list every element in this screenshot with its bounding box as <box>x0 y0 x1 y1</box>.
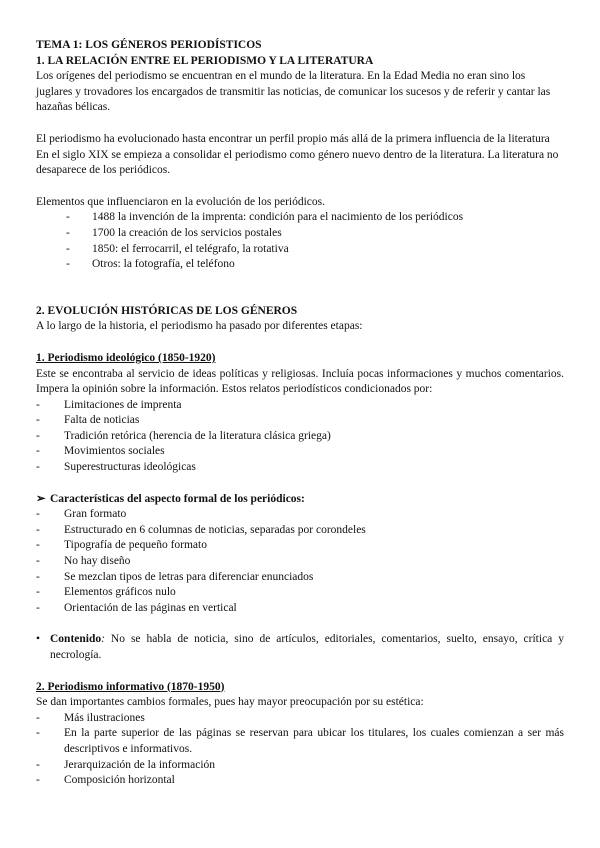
list-item: - Falta de noticias <box>36 413 564 429</box>
stage1-conditions-list <box>36 398 564 476</box>
section1-heading: 1. LA RELACIÓN ENTRE EL PERIODISMO Y LA LITERATURA <box>36 54 374 67</box>
arrow-icon: ➢ <box>36 492 46 505</box>
stage2-text: Se dan importantes cambios formales, pues hay mayor preocupación por su estética: <box>36 696 424 709</box>
list-item: - 1850: el ferrocarril, el telégrafo, la rotativa <box>36 242 564 258</box>
list-item: - 1488 la invención de la imprenta: condición para el nacimiento de los periódicos <box>36 210 564 226</box>
dash-marker: - <box>36 539 40 552</box>
stage1-text: Este se encontraba al servicio de ideas políticas y religiosas. Incluía pocas informaciones y muchos comentarios. Impera la opinión sobre la información. Estos relatos periodísticos condicionados por: <box>36 367 564 396</box>
section1-paragraph-1: Los orígenes del periodismo se encuentran en el mundo de la literatura. En la Edad Media no eran sino los juglares y trovadores los encargados de transmitir las noticias, de comunicar los sucesos y de referir y cantar las hazañas bélicas. <box>36 70 551 114</box>
dash-marker: - <box>36 774 40 787</box>
dash-marker: - <box>36 711 40 724</box>
list-item: - No hay diseño <box>36 554 564 570</box>
stage2-list <box>36 711 564 789</box>
list-item: - Superestructuras ideológicas <box>36 460 564 476</box>
page-title: TEMA 1: LOS GÉNEROS PERIODÍSTICOS <box>36 39 262 51</box>
list-item: - Limitaciones de imprenta <box>36 398 564 414</box>
list-item: - Estructurado en 6 columnas de noticias, separadas por corondeles <box>36 523 564 539</box>
list-item: - Jerarquización de la información <box>36 758 564 774</box>
dash-marker: - <box>36 508 40 521</box>
dash-marker: - <box>36 586 40 599</box>
list-item: - Más ilustraciones <box>36 711 564 727</box>
list-item: - Movimientos sociales <box>36 444 564 460</box>
format-subheading: ➢ Características del aspecto formal de los periódicos: <box>36 492 564 508</box>
dash-marker: - <box>36 758 40 771</box>
dash-marker: - <box>66 226 70 239</box>
content-paragraph: • Contenido: No se habla de noticia, sino de artículos, editoriales, comentarios, suelto, ensayo, crítica y necrología. <box>36 633 564 661</box>
list-item: - 1700 la creación de los servicios postales <box>36 226 564 242</box>
dash-marker: - <box>66 211 70 224</box>
format-list <box>36 507 564 616</box>
section2-heading: 2. EVOLUCIÓN HISTÓRICAS DE LOS GÉNEROS <box>36 304 298 317</box>
list-item: - Orientación de las páginas en vertical <box>36 601 564 617</box>
bullet-icon: • <box>36 633 41 646</box>
dash-marker: - <box>36 555 40 568</box>
list-item: - Otros: la fotografía, el teléfono <box>36 257 564 273</box>
elements-intro: Elementos que influenciaron en la evolución de los periódicos. <box>36 195 326 208</box>
dash-marker: - <box>36 570 40 583</box>
dash-marker: - <box>36 461 40 474</box>
list-item: - Gran formato <box>36 507 564 523</box>
dash-marker: - <box>36 429 40 442</box>
dash-marker: - <box>36 398 40 411</box>
dash-marker: - <box>66 242 70 255</box>
list-item: - Elementos gráficos nulo <box>36 585 564 601</box>
list-item: - Tipografía de pequeño formato <box>36 538 564 554</box>
content-label: Contenido <box>50 633 102 646</box>
list-item: - Se mezclan tipos de letras para diferenciar enunciados <box>36 570 564 586</box>
dash-marker: - <box>66 258 70 271</box>
list-item: - Tradición retórica (herencia de la literatura clásica griega) <box>36 429 564 445</box>
section1-paragraph-2: El periodismo ha evolucionado hasta encontrar un perfil propio más allá de la primera influencia de la literatura En el siglo XIX se empieza a consolidar el periodismo como género nuevo dentro de la literatura. La literatura no desaparece de los periódicos. <box>36 132 559 177</box>
section2-intro: A lo largo de la historia, el periodismo ha pasado por diferentes etapas: <box>36 320 363 333</box>
dash-marker: - <box>36 727 40 740</box>
dash-marker: - <box>36 523 40 536</box>
list-item: - En la parte superior de las páginas se reservan para ubicar los titulares, los cuales comienzan a ser más descriptivos e informativos. <box>36 727 564 755</box>
dash-marker: - <box>36 601 40 614</box>
dash-marker: - <box>36 414 40 427</box>
stage2-title: 2. Periodismo informativo (1870-1950) <box>36 680 225 693</box>
elements-list <box>36 210 564 272</box>
list-item: - Composición horizontal <box>36 773 564 789</box>
stage1-title: 1. Periodismo ideológico (1850-1920) <box>36 351 216 364</box>
dash-marker: - <box>36 445 40 458</box>
